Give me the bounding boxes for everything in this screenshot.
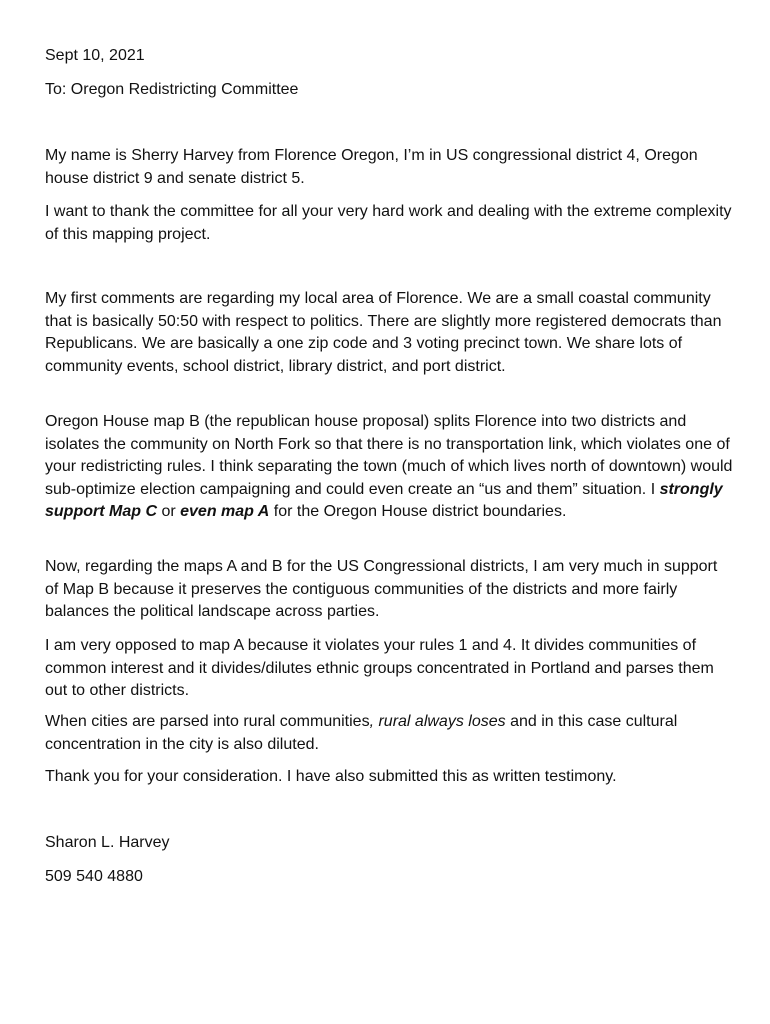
house-maps-text-3: for the Oregon House district boundaries. <box>269 503 567 520</box>
paragraph-local-area: My first comments are regarding my local area of Florence. We are a small coastal community that is basically 50:50 with respect to politics. There are slightly more registered democrats than Republicans. We are basically a one zip code and 3 voting precinct town. We share lots of community events, school district, library district, and port district. <box>45 290 722 375</box>
paragraph-rural-communities <box>45 711 735 756</box>
house-maps-emphasis-map-a: even map A <box>180 503 270 520</box>
rural-text-2: and in this case cultural concentration in the city is also diluted. <box>45 713 678 753</box>
house-maps-text-2: or <box>157 503 181 520</box>
rural-emphasis: , rural always loses <box>369 713 506 730</box>
letter-recipient: To: Oregon Redistricting Committee <box>45 81 299 98</box>
paragraph-congressional-maps: Now, regarding the maps A and B for the US Congressional districts, I am very much in support of Map B because it preserves the contiguous communities of the districts and more fairly balances the political landscape across parties. <box>45 558 718 620</box>
paragraph-introduction: My name is Sherry Harvey from Florence Oregon, I’m in US congressional district 4, Oregon house district 9 and senate district 5. <box>45 147 698 187</box>
paragraph-opposition-map-a: I am very opposed to map A because it violates your rules 1 and 4. It divides communities of common interest and it divides/dilutes ethnic groups concentrated in Portland and parses them out to other districts. <box>45 637 714 699</box>
letter-date: Sept 10, 2021 <box>45 47 145 64</box>
house-maps-text-1: Oregon House map B (the republican house proposal) splits Florence into two districts and isolates the community on North Fork so that there is no transportation link, which violates one of your redistricting rules. I think separating the town (much of which lives north of downtown) would sub-optimize election campaigning and could even create an “us and them” situation. I <box>45 413 733 498</box>
house-maps-emphasis-map-c: strongly support Map C <box>45 480 723 520</box>
paragraph-thanks: I want to thank the committee for all your very hard work and dealing with the extreme complexity of this mapping project. <box>45 203 732 243</box>
signature-name: Sharon L. Harvey <box>45 834 170 851</box>
paragraph-closing: Thank you for your consideration. I have also submitted this as written testimony. <box>45 768 617 785</box>
paragraph-house-maps <box>45 411 735 524</box>
rural-text-1: When cities are parsed into rural communities <box>45 713 370 730</box>
signature-phone: 509 540 4880 <box>45 868 143 885</box>
